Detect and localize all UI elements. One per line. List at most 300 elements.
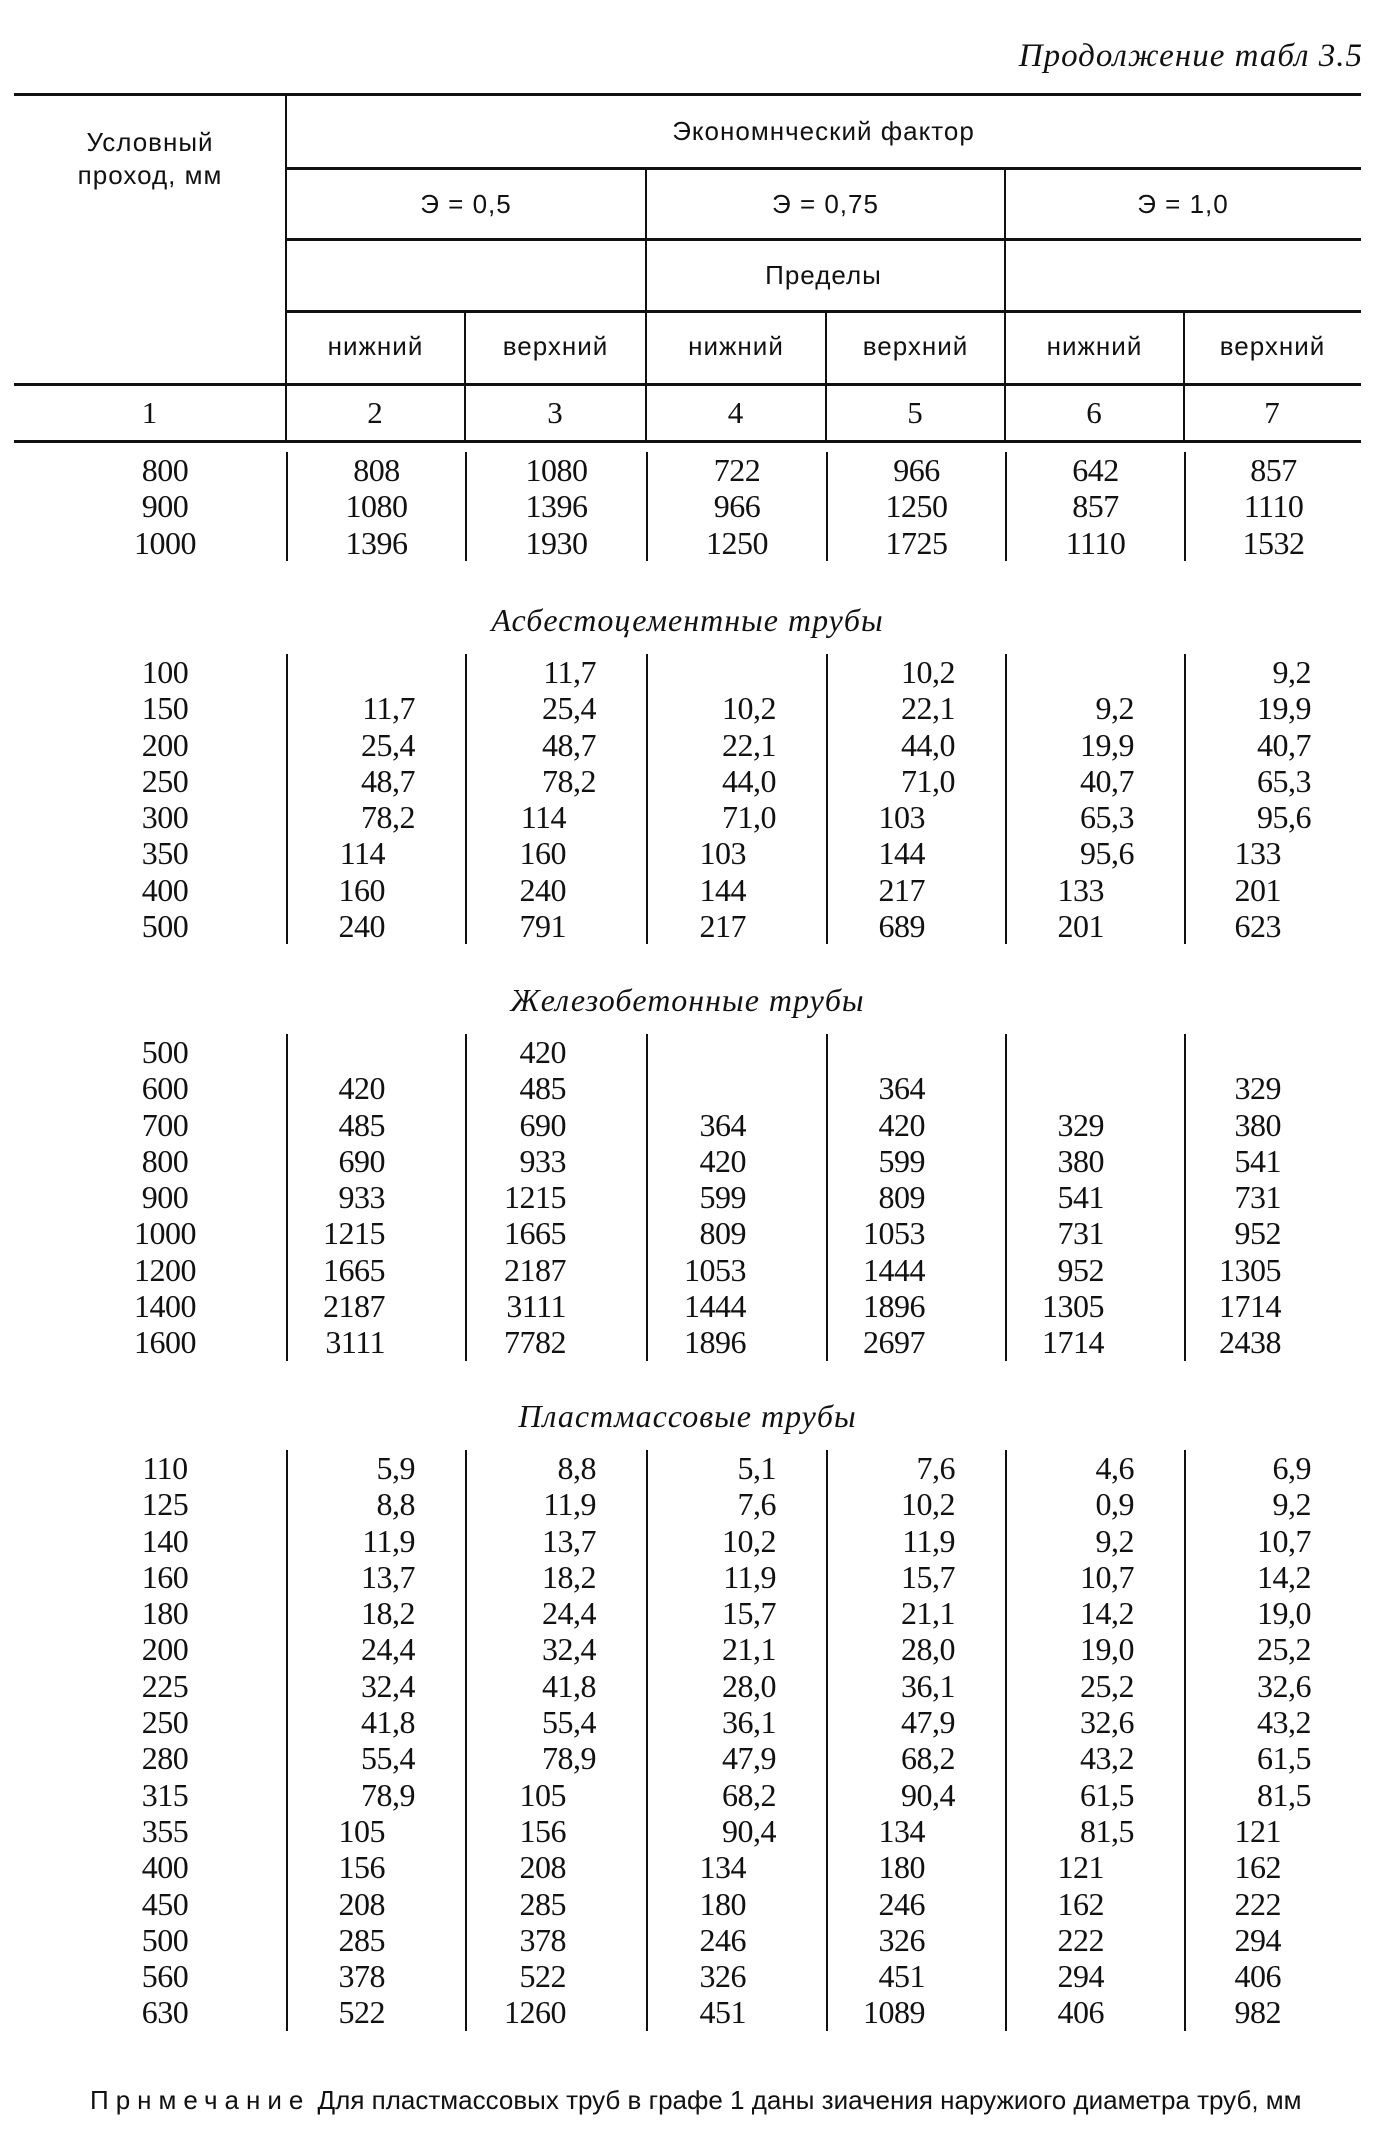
note-label: Прнмечание [90,2085,311,2115]
cell-value: 294 [1005,1958,1184,1994]
cell-value: 1714 [1184,1288,1361,1324]
cell-value: 68,2 [646,1777,826,1813]
cell-value: 1260 [465,1994,646,2030]
cell-diameter: 160 [141,1558,189,1595]
cell-value: 14,2 [1005,1595,1184,1631]
cell-value: 32,4 [286,1668,465,1704]
cell-value: 81,5 [1184,1777,1361,1813]
cell-value: 240 [286,908,465,944]
cell-value: 40,7 [1184,727,1361,763]
cell-diameter: 630 [141,1994,189,2031]
cell-value: 451 [646,1994,826,2030]
cell-value: 285 [465,1886,646,1922]
cell-value: 933 [465,1143,646,1179]
cell-value [1005,1034,1184,1070]
cell-value: 731 [1005,1215,1184,1251]
cell-value: 156 [465,1813,646,1849]
header-economic-factor: Экономнческий фактор [672,116,975,147]
cell-value: 156 [286,1849,465,1885]
cell-value: 121 [1184,1813,1361,1849]
cell-diameter: 1400 [134,1288,196,1325]
cell-value: 451 [826,1958,1005,1994]
cell-value: 522 [286,1994,465,2030]
cell-diameter: 800 [141,452,189,488]
cell-value: 22,1 [826,690,1005,726]
column-number: 1 [141,394,159,430]
cell-value: 44,0 [826,727,1005,763]
cell-value: 18,2 [465,1559,646,1595]
cell-value: 32,6 [1184,1668,1361,1704]
cell-value: 10,2 [646,690,826,726]
cell-value: 690 [286,1143,465,1179]
cell-diameter: 560 [141,1958,189,1995]
cell-value: 7,6 [646,1486,826,1522]
cell-value: 160 [465,835,646,871]
header-group-0-75: Э = 0,75 [772,188,879,219]
cell-value: 90,4 [646,1813,826,1849]
cell-value: 24,4 [286,1631,465,1667]
cell-value: 36,1 [826,1668,1005,1704]
cell-value: 420 [826,1107,1005,1143]
cell-value: 1080 [286,488,465,524]
cell-value: 41,8 [465,1668,646,1704]
cell-value: 966 [646,488,826,524]
cell-value: 690 [465,1107,646,1143]
cell-value: 8,8 [286,1486,465,1522]
cell-value: 326 [646,1958,826,1994]
cell-value: 982 [1184,1994,1361,2030]
cell-value: 90,4 [826,1777,1005,1813]
cell-diameter: 200 [141,726,189,763]
cell-value: 78,2 [465,763,646,799]
cell-value: 1250 [826,488,1005,524]
table-row [14,1143,1361,1179]
cell-value: 222 [1184,1886,1361,1922]
cell-value [646,654,826,690]
cell-value: 1215 [286,1215,465,1251]
cell-value: 642 [1005,452,1184,488]
column-number: 2 [367,394,384,430]
cell-value: 809 [826,1179,1005,1215]
cell-diameter: 500 [141,908,189,945]
cell-value: 406 [1005,1994,1184,2030]
header-lower: нижний [688,330,784,361]
cell-value: 1930 [465,525,646,561]
cell-value: 952 [1005,1252,1184,1288]
cell-value: 28,0 [826,1631,1005,1667]
cell-value: 406 [1184,1958,1361,1994]
table-row [14,1740,1361,1776]
table-row [14,1486,1361,1522]
cell-value: 378 [465,1922,646,1958]
cell-value: 222 [1005,1922,1184,1958]
cell-diameter: 350 [141,835,189,872]
cell-value: 599 [646,1179,826,1215]
cell-value: 4,6 [1005,1450,1184,1486]
note-text: Для пластмассовых труб в графе 1 даны зиачения наружиого диаметра труб, мм [310,2085,1302,2115]
header-group-0-5: Э = 0,5 [420,188,512,219]
table-row [14,1450,1361,1486]
cell-value: 21,1 [826,1595,1005,1631]
table-row [14,1704,1361,1740]
cell-value: 180 [826,1849,1005,1885]
section-title: Железобетонные трубы [510,982,865,1018]
cell-value: 1665 [465,1215,646,1251]
cell-value: 133 [1184,835,1361,871]
cell-value: 201 [1005,908,1184,944]
cell-value: 933 [286,1179,465,1215]
cell-value: 11,9 [286,1523,465,1559]
cell-value: 43,2 [1005,1740,1184,1776]
cell-value: 364 [826,1070,1005,1106]
cell-diameter: 800 [141,1142,189,1179]
cell-value: 485 [465,1070,646,1106]
cell-value: 1080 [465,452,646,488]
cell-value: 1053 [646,1252,826,1288]
cell-value: 378 [286,1958,465,1994]
cell-value: 1725 [826,525,1005,561]
cell-value: 114 [286,835,465,871]
cell-value: 380 [1184,1107,1361,1143]
cell-diameter: 300 [141,799,189,836]
cell-value: 14,2 [1184,1559,1361,1595]
cell-value: 2187 [286,1288,465,1324]
cell-value: 966 [826,452,1005,488]
cell-value: 44,0 [646,763,826,799]
cell-value: 11,7 [465,654,646,690]
header-lower: нижний [327,330,424,361]
cell-value: 19,9 [1005,727,1184,763]
table-row [14,1849,1361,1885]
cell-value: 5,1 [646,1450,826,1486]
cell-value: 3111 [286,1324,465,1360]
cell-value: 294 [1184,1922,1361,1958]
cell-value: 541 [1184,1143,1361,1179]
cell-value: 11,7 [286,690,465,726]
cell-value: 9,2 [1184,654,1361,690]
table-row [14,654,1361,690]
cell-value: 47,9 [646,1740,826,1776]
cell-value: 21,1 [646,1631,826,1667]
cell-value: 19,0 [1184,1595,1361,1631]
cell-diameter: 1000 [134,1215,196,1252]
cell-value: 11,9 [465,1486,646,1522]
table-row [14,1922,1361,1958]
cell-value: 857 [1005,488,1184,524]
header-lower: нижний [1046,330,1143,361]
cell-value: 180 [646,1886,826,1922]
cell-value: 809 [646,1215,826,1251]
cell-value: 420 [465,1034,646,1070]
cell-value: 1053 [826,1215,1005,1251]
cell-value: 15,7 [826,1559,1005,1595]
cell-value: 40,7 [1005,763,1184,799]
column-number: 4 [727,394,745,430]
cell-value: 13,7 [286,1559,465,1595]
cell-value: 599 [826,1143,1005,1179]
cell-value: 10,7 [1005,1559,1184,1595]
cell-diameter: 100 [141,654,189,690]
cell-value: 133 [1005,872,1184,908]
cell-value: 25,2 [1184,1631,1361,1667]
cell-value: 522 [465,1958,646,1994]
table-row [14,1252,1361,1288]
table-row [14,908,1361,944]
table-row [14,872,1361,908]
cell-diameter: 180 [141,1595,189,1632]
table-continuation-title: Продолжение табл 3.5 [1018,38,1363,74]
cell-value: 731 [1184,1179,1361,1215]
cell-diameter: 400 [141,871,189,908]
cell-value: 78,2 [286,799,465,835]
cell-diameter: 500 [141,1921,189,1958]
cell-value: 1665 [286,1252,465,1288]
cell-value [826,1034,1005,1070]
cell-diameter: 250 [141,762,189,799]
cell-value: 285 [286,1922,465,1958]
cell-value: 485 [286,1107,465,1143]
cell-diameter: 1200 [134,1251,196,1288]
cell-value [646,1034,826,1070]
cell-value: 9,2 [1005,690,1184,726]
cell-value: 208 [465,1849,646,1885]
cell-value: 2187 [465,1252,646,1288]
cell-value: 11,9 [646,1559,826,1595]
cell-value: 1396 [465,488,646,524]
table-row [14,488,1361,524]
cell-value: 18,2 [286,1595,465,1631]
table-row [14,727,1361,763]
cell-diameter: 150 [141,690,189,727]
cell-value: 808 [286,452,465,488]
cell-value: 47,9 [826,1704,1005,1740]
table-row [14,1288,1361,1324]
cell-value: 1110 [1184,488,1361,524]
table-row [14,799,1361,835]
table-row [14,1215,1361,1251]
cell-value: 105 [465,1777,646,1813]
cell-value: 55,4 [286,1740,465,1776]
cell-value: 8,8 [465,1450,646,1486]
table-row [14,452,1361,488]
cell-value: 61,5 [1005,1777,1184,1813]
cell-value: 78,9 [465,1740,646,1776]
cell-value: 1532 [1184,525,1361,561]
cell-value: 1896 [826,1288,1005,1324]
cell-value: 689 [826,908,1005,944]
cell-value: 0,9 [1005,1486,1184,1522]
cell-diameter: 1000 [134,524,196,561]
table-row [14,1994,1361,2030]
cell-value: 1089 [826,1994,1005,2030]
cell-value: 32,4 [465,1631,646,1667]
cell-value: 11,9 [826,1523,1005,1559]
cell-value: 25,4 [286,727,465,763]
cell-diameter: 225 [141,1667,189,1704]
cell-value: 13,7 [465,1523,646,1559]
cell-diameter: 110 [142,1450,188,1486]
cell-value: 380 [1005,1143,1184,1179]
cell-value: 217 [646,908,826,944]
cell-value: 19,0 [1005,1631,1184,1667]
table-row [14,835,1361,871]
cell-value [1005,654,1184,690]
cell-value: 623 [1184,908,1361,944]
column-number: 3 [547,394,564,430]
cell-value: 144 [646,872,826,908]
cell-value: 1250 [646,525,826,561]
cell-value: 1714 [1005,1324,1184,1360]
cell-value: 78,9 [286,1777,465,1813]
cell-value: 1215 [465,1179,646,1215]
table-row [14,1595,1361,1631]
cell-value: 201 [1184,872,1361,908]
table-row [14,763,1361,799]
cell-value: 81,5 [1005,1813,1184,1849]
column-number: 6 [1086,394,1103,430]
header-conditional-passage: Условный проход, мм [77,127,223,190]
cell-value: 28,0 [646,1668,826,1704]
table-row [14,1034,1361,1070]
table-row [14,1668,1361,1704]
cell-value: 19,9 [1184,690,1361,726]
cell-value: 32,6 [1005,1704,1184,1740]
cell-value [646,1070,826,1106]
cell-value: 217 [826,872,1005,908]
table-row [14,1324,1361,1360]
cell-value: 791 [465,908,646,944]
table-row [14,1631,1361,1667]
cell-value: 1305 [1184,1252,1361,1288]
cell-value: 61,5 [1184,1740,1361,1776]
cell-value: 114 [465,799,646,835]
cell-value: 1305 [1005,1288,1184,1324]
cell-value: 2438 [1184,1324,1361,1360]
cell-value: 134 [826,1813,1005,1849]
cell-value: 420 [286,1070,465,1106]
cell-diameter: 140 [141,1522,189,1559]
cell-value: 329 [1184,1070,1361,1106]
cell-value: 103 [646,835,826,871]
cell-value: 41,8 [286,1704,465,1740]
header-limits: Пределы [765,260,882,291]
section-steel [14,452,1361,561]
cell-value: 71,0 [826,763,1005,799]
column-number: 7 [1264,394,1281,430]
cell-value: 10,2 [826,654,1005,690]
cell-value: 541 [1005,1179,1184,1215]
cell-value: 329 [1005,1107,1184,1143]
cell-value: 55,4 [465,1704,646,1740]
cell-value [286,1034,465,1070]
table-row [14,1070,1361,1106]
table-row [14,1886,1361,1922]
cell-value: 144 [826,835,1005,871]
cell-value: 208 [286,1886,465,1922]
cell-diameter: 250 [141,1704,189,1741]
cell-value: 162 [1184,1849,1361,1885]
cell-value: 10,2 [826,1486,1005,1522]
cell-value: 3111 [465,1288,646,1324]
cell-value: 43,2 [1184,1704,1361,1740]
table-row [14,1958,1361,1994]
cell-value: 364 [646,1107,826,1143]
cell-value: 160 [286,872,465,908]
header-upper: верхний [1219,330,1326,361]
cell-value: 10,2 [646,1523,826,1559]
cell-diameter: 125 [141,1486,189,1523]
cell-value: 15,7 [646,1595,826,1631]
cell-value: 162 [1005,1886,1184,1922]
cell-diameter: 280 [141,1740,189,1777]
cell-value: 1444 [646,1288,826,1324]
table-row [14,1559,1361,1595]
cell-diameter: 315 [141,1776,189,1813]
cell-diameter: 900 [141,488,189,525]
cell-value: 240 [465,872,646,908]
table-row [14,1777,1361,1813]
cell-value: 6,9 [1184,1450,1361,1486]
cell-value: 25,2 [1005,1668,1184,1704]
cell-value [1184,1034,1361,1070]
cell-value: 722 [646,452,826,488]
cell-value: 1444 [826,1252,1005,1288]
cell-value: 1896 [646,1324,826,1360]
cell-value: 2697 [826,1324,1005,1360]
table-note [14,2083,1361,2117]
cell-value: 1110 [1005,525,1184,561]
table-row [14,1107,1361,1143]
table-row [14,690,1361,726]
cell-diameter: 900 [141,1179,189,1216]
cell-value [286,654,465,690]
cell-value: 121 [1005,1849,1184,1885]
table-row [14,1523,1361,1559]
cell-value: 7,6 [826,1450,1005,1486]
cell-diameter: 500 [141,1034,189,1070]
cell-value: 105 [286,1813,465,1849]
cell-value: 246 [826,1886,1005,1922]
section-title: Асбестоцементные трубы [491,602,884,638]
cell-value: 952 [1184,1215,1361,1251]
cell-value: 134 [646,1849,826,1885]
cell-value: 65,3 [1184,763,1361,799]
cell-diameter: 1600 [134,1324,196,1361]
cell-value: 10,7 [1184,1523,1361,1559]
cell-value: 95,6 [1184,799,1361,835]
cell-diameter: 400 [141,1849,189,1886]
cell-value: 857 [1184,452,1361,488]
table-row [14,1813,1361,1849]
cell-value [1005,1070,1184,1106]
cell-value: 48,7 [465,727,646,763]
table-row [14,525,1361,561]
header-bottom-rule [14,440,1361,443]
cell-diameter: 600 [141,1070,189,1107]
header-upper: верхний [502,330,609,361]
cell-value: 71,0 [646,799,826,835]
cell-value: 36,1 [646,1704,826,1740]
header-upper: верхний [862,330,969,361]
cell-value: 9,2 [1005,1523,1184,1559]
cell-value: 25,4 [465,690,646,726]
column-number: 5 [907,394,924,430]
cell-diameter: 200 [141,1631,189,1668]
table-row [14,1179,1361,1215]
cell-value: 103 [826,799,1005,835]
cell-value: 48,7 [286,763,465,799]
cell-value: 7782 [465,1324,646,1360]
